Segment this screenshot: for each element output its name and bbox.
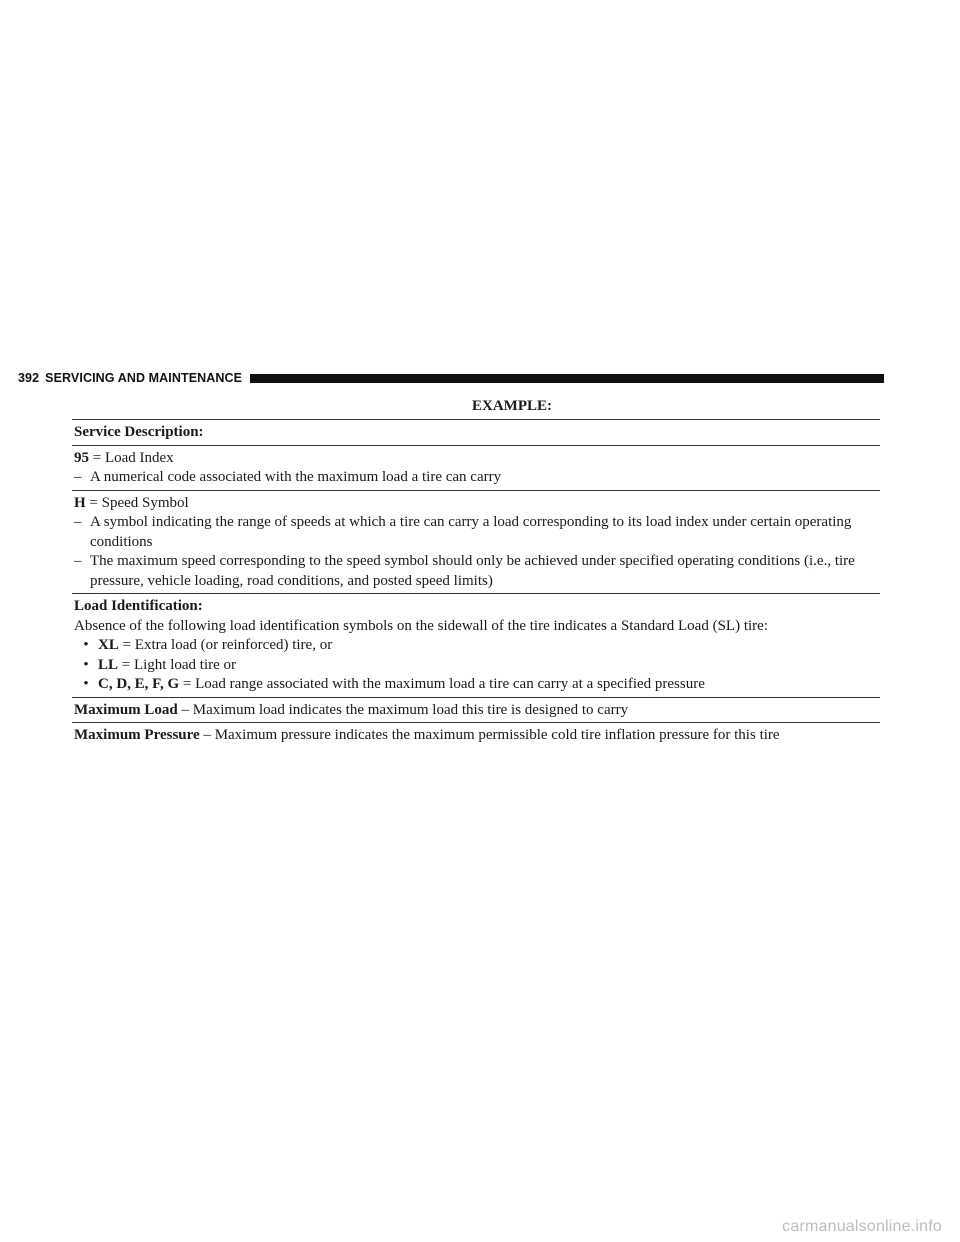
watermark: carmanualsonline.info xyxy=(782,1218,942,1235)
maximum-pressure-text: – Maximum pressure indicates the maximum permissible cold tire inflation pressure for this tire xyxy=(199,727,780,743)
example-table xyxy=(72,397,880,748)
load-index-label: = Load Index xyxy=(92,449,174,466)
service-description-row xyxy=(72,419,880,445)
maximum-load-term: Maximum Load xyxy=(74,701,178,718)
speed-symbol-row xyxy=(72,490,880,594)
service-description-heading: Service Description: xyxy=(74,424,204,440)
table-title: EXAMPLE: xyxy=(472,398,552,414)
maximum-pressure-row xyxy=(72,722,880,748)
list-item: • C, D, E, F, G = Load range associated with the maximum load a tire can carry at a specified pressure xyxy=(83,676,705,692)
load-identification-intro: Absence of the following load identification symbols on the sidewall of the tire indicates a Standard Load (SL) tire: xyxy=(74,617,768,634)
load-identification-row xyxy=(72,593,880,697)
load-index-code: 95 xyxy=(74,449,89,466)
speed-symbol-note: – A symbol indicating the range of speeds at which a tire can carry a load corresponding to its load index under certain operating conditions xyxy=(74,514,852,550)
section-title: SERVICING AND MAINTENANCE xyxy=(45,371,243,385)
header-rule xyxy=(250,374,884,383)
speed-symbol-note: – The maximum speed corresponding to the speed symbol should only be achieved under specified operating conditions (i.e., tire pressure, vehicle loading, road conditions, and posted speed limits) xyxy=(74,553,855,589)
maximum-load-text: – Maximum load indicates the maximum load this tire is designed to carry xyxy=(177,701,629,718)
load-index-note: – A numerical code associated with the maximum load a tire can carry xyxy=(74,469,502,485)
speed-symbol-label: = Speed Symbol xyxy=(89,494,189,511)
page-header xyxy=(18,370,884,386)
list-item: • LL = Light load tire or xyxy=(83,656,237,673)
maximum-load-row xyxy=(72,697,880,723)
maximum-pressure-term: Maximum Pressure xyxy=(74,727,200,743)
speed-symbol-code: H xyxy=(74,494,86,511)
load-index-row xyxy=(72,445,880,490)
load-identification-heading: Load Identification: xyxy=(74,598,203,614)
page-number: 392 xyxy=(18,371,40,385)
list-item: • XL = Extra load (or reinforced) tire, or xyxy=(83,637,333,653)
